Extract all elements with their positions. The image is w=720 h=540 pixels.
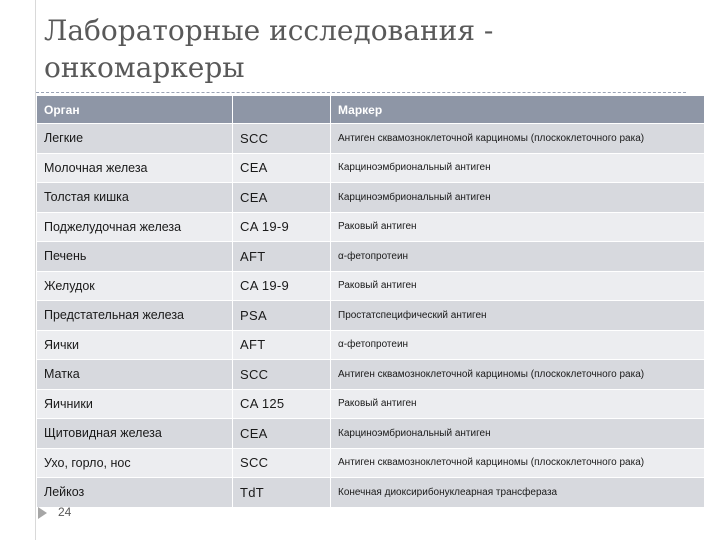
marker-cell: α-фетопротеин bbox=[331, 242, 705, 272]
marker-cell: Конечная диоксирибонуклеарная трансфераза bbox=[331, 478, 705, 508]
marker-cell: Антиген сквамозноклеточной карциномы (плоскоклеточного рака) bbox=[331, 124, 705, 154]
marker-cell: α-фетопротеин bbox=[331, 330, 705, 360]
page-number: 24 bbox=[58, 505, 72, 519]
table-row bbox=[37, 419, 705, 449]
marker-cell: Раковый антиген bbox=[331, 212, 705, 242]
table-row bbox=[37, 330, 705, 360]
table-row bbox=[37, 242, 705, 272]
marker-cell: Антиген сквамозноклеточной карциномы (плоскоклеточного рака) bbox=[331, 360, 705, 390]
marker-cell: Карциноэмбриональный антиген bbox=[331, 419, 705, 449]
code-cell: SCC bbox=[233, 448, 331, 478]
table-row bbox=[37, 271, 705, 301]
slide-title: Лабораторные исследования - онкомаркеры bbox=[44, 14, 494, 84]
marker-cell: Карциноэмбриональный антиген bbox=[331, 183, 705, 213]
marker-cell: Раковый антиген bbox=[331, 389, 705, 419]
organ-cell: Матка bbox=[37, 360, 233, 390]
table-row bbox=[37, 153, 705, 183]
marker-cell: Простатспецифический антиген bbox=[331, 301, 705, 331]
table-row bbox=[37, 183, 705, 213]
code-cell: CEA bbox=[233, 183, 331, 213]
organ-cell: Лейкоз bbox=[37, 478, 233, 508]
organ-cell: Щитовидная железа bbox=[37, 419, 233, 449]
code-cell: AFT bbox=[233, 330, 331, 360]
organ-cell: Молочная железа bbox=[37, 153, 233, 183]
code-cell: TdT bbox=[233, 478, 331, 508]
header-code bbox=[233, 96, 331, 124]
organ-cell: Желудок bbox=[37, 271, 233, 301]
organ-cell: Яички bbox=[37, 330, 233, 360]
code-cell: CA 125 bbox=[233, 389, 331, 419]
code-cell: SCC bbox=[233, 124, 331, 154]
marker-cell: Раковый антиген bbox=[331, 271, 705, 301]
code-cell: CA 19-9 bbox=[233, 271, 331, 301]
marker-cell: Антиген сквамозноклеточной карциномы (плоскоклеточного рака) bbox=[331, 448, 705, 478]
organ-cell: Толстая кишка bbox=[37, 183, 233, 213]
organ-cell: Поджелудочная железа bbox=[37, 212, 233, 242]
organ-cell: Предстательная железа bbox=[37, 301, 233, 331]
table-row bbox=[37, 212, 705, 242]
table-row bbox=[37, 301, 705, 331]
marker-cell: Карциноэмбриональный антиген bbox=[331, 153, 705, 183]
table-row bbox=[37, 124, 705, 154]
table-row bbox=[37, 478, 705, 508]
table-row bbox=[37, 389, 705, 419]
code-cell: PSA bbox=[233, 301, 331, 331]
code-cell: SCC bbox=[233, 360, 331, 390]
header-organ: Орган bbox=[37, 96, 233, 124]
table-row bbox=[37, 448, 705, 478]
header-marker: Маркер bbox=[331, 96, 705, 124]
page-arrow-icon bbox=[38, 507, 47, 519]
table-row bbox=[37, 360, 705, 390]
organ-cell: Печень bbox=[37, 242, 233, 272]
code-cell: AFT bbox=[233, 242, 331, 272]
organ-cell: Ухо, горло, нос bbox=[37, 448, 233, 478]
code-cell: CEA bbox=[233, 153, 331, 183]
title-divider bbox=[36, 92, 686, 93]
organ-cell: Легкие bbox=[37, 124, 233, 154]
table-header-row bbox=[37, 96, 705, 124]
code-cell: CEA bbox=[233, 419, 331, 449]
oncomarker-table bbox=[36, 95, 705, 508]
organ-cell: Яичники bbox=[37, 389, 233, 419]
code-cell: CA 19-9 bbox=[233, 212, 331, 242]
